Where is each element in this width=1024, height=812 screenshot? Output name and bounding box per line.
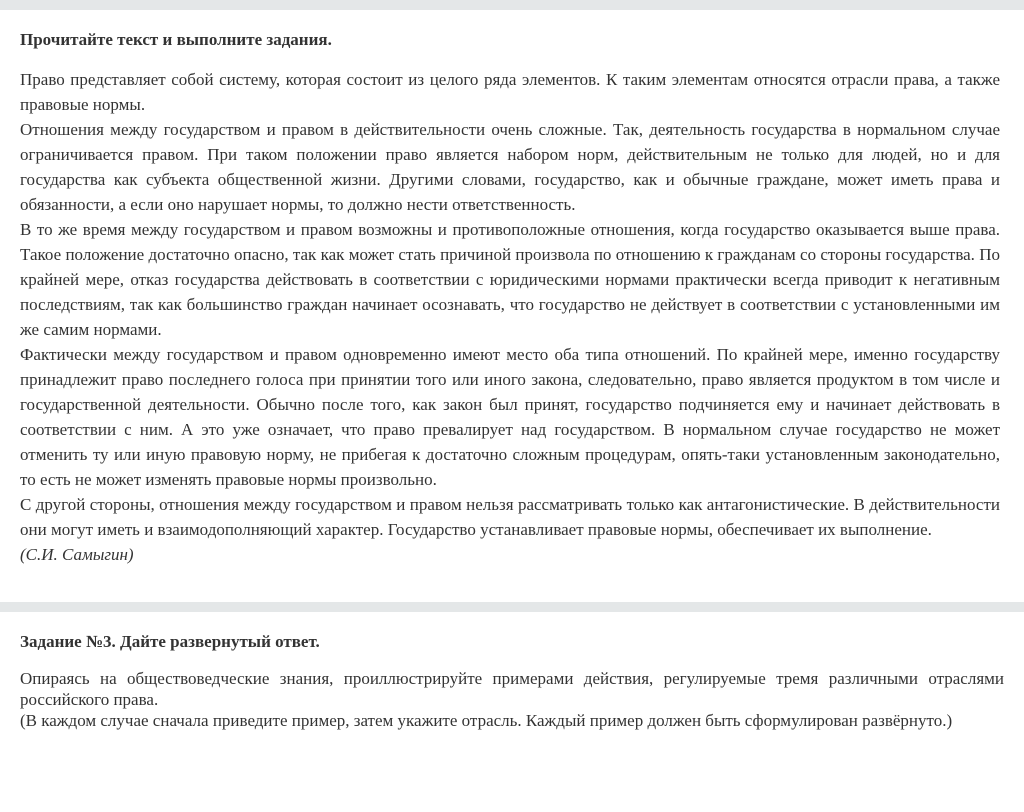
- reading-section: [0, 27, 1024, 567]
- text-author: (С.И. Самыгин): [20, 545, 134, 564]
- text-paragraph-2: Отношения между государством и правом в действительности очень сложные. Так, деятельность государства в нормальном случае ограничивается правом. При таком положении право является набором норм, действительным не только для людей, но и для государства как субъекта общественной жизни. Другими словами, государство, как и обычные граждане, может иметь права и обязанности, а если оно нарушает нормы, то должно нести ответственность.: [20, 120, 1000, 214]
- top-divider-band: [0, 0, 1024, 10]
- task-instruction: Опираясь на обществоведческие знания, проиллюстрируйте примерами действия, регулируемые тремя различными отраслями российского права.: [20, 669, 1004, 709]
- task-section: [0, 629, 1024, 731]
- text-paragraph-3: В то же время между государством и правом возможны и противоположные отношения, когда государство оказывается выше права. Такое положение достаточно опасно, так как может стать причиной произвола по отношению к гражданам со стороны государства. По крайней мере, отказ государства действовать в соответствии с юридическими нормами практически всегда приводит к негативным последствиям, так как большинство граждан начинает осознавать, что государство не действует в соответствии с установленными им же самим нормами.: [20, 220, 1000, 339]
- text-paragraph-1: Право представляет собой систему, которая состоит из целого ряда элементов. К таким элементам относятся отрасли права, а также правовые нормы.: [20, 70, 1000, 114]
- task-heading: Задание №3. Дайте развернутый ответ.: [20, 632, 320, 651]
- task-text: [20, 668, 1004, 731]
- task-note: (В каждом случае сначала приведите пример, затем укажите отрасль. Каждый пример должен быть сформулирован развёрнуто.): [20, 711, 953, 730]
- middle-divider-band: [0, 602, 1024, 612]
- text-paragraph-4: Фактически между государством и правом одновременно имеют место оба типа отношений. По крайней мере, именно государству принадлежит право последнего голоса при принятии того или иного закона, следовательно, право является продуктом в том числе и государственной деятельности. Обычно после того, как закон был принят, государство подчиняется ему и начинает действовать в соответствии с ним. А это уже означает, что право превалирует над государством. В нормальном случае государство не может отменить ту или иную правовую норму, не прибегая к достаточно сложным процедурам, опять-таки установленным законодательно, то есть не может изменять правовые нормы произвольно.: [20, 345, 1000, 489]
- reading-text: [20, 67, 1004, 567]
- reading-instruction-heading: Прочитайте текст и выполните задания.: [20, 30, 332, 49]
- text-paragraph-5: С другой стороны, отношения между государством и правом нельзя рассматривать только как антагонистические. В действительности они могут иметь и взаимодополняющий характер. Государство устанавливает правовые нормы, обеспечивает их выполнение.: [20, 495, 1000, 539]
